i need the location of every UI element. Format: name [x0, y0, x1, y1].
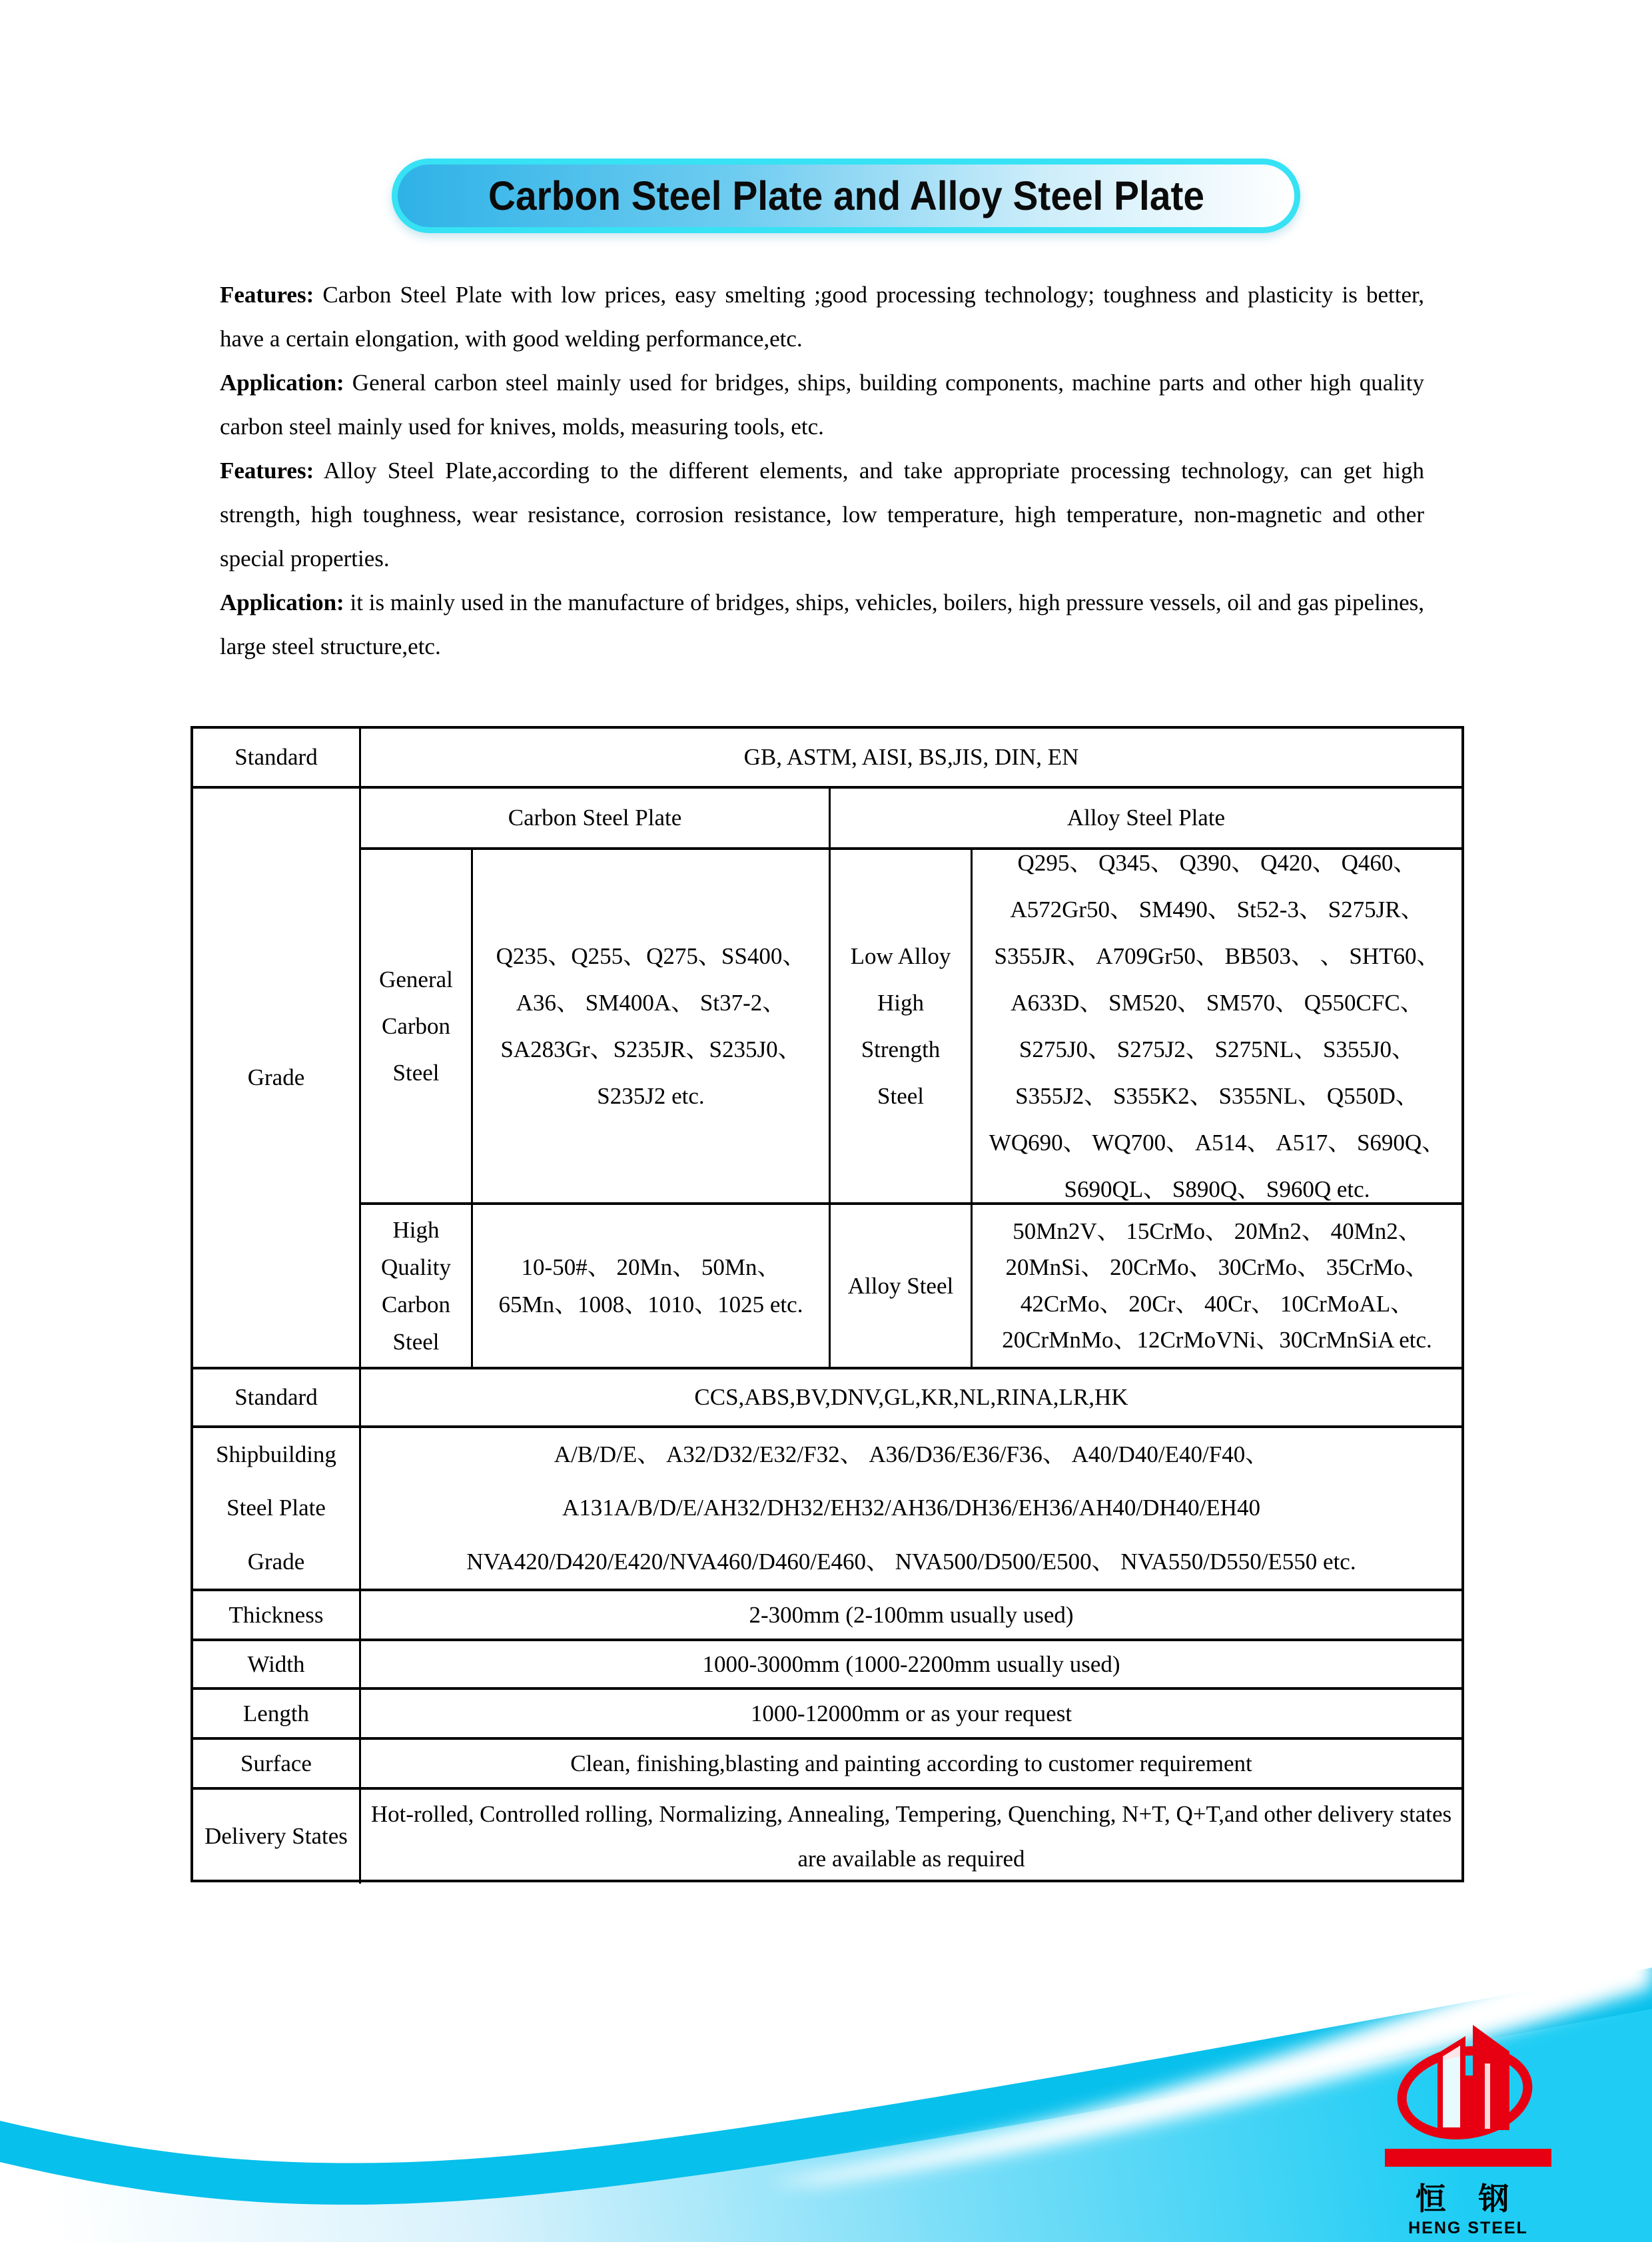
low-alloy-high-strength-grades: Q295、 Q345、 Q390、 Q420、 Q460、 A572Gr50、 SM490、 St52-3、 S275JR、 S355JR、 A709Gr50、 BB503、 、 SHT60、 A633D、 SM520、 SM570、 Q550CFC、 S275J0、 S275J2、 S275NL、 S355J0、 S355J2、 S355K2、 S355NL、 Q550D、 WQ690、 WQ700、 A514、 A517、 S690Q、 S690QL、 S890Q、 S960Q etc.: [973, 850, 1461, 1205]
length-label: Length: [193, 1690, 361, 1740]
shipbuilding-grade-value: [361, 1428, 1461, 1591]
surface-value: Clean, finishing,blasting and painting according to customer requirement: [361, 1740, 1461, 1790]
low-alloy-high-strength-type: Low Alloy High Strength Steel: [831, 850, 973, 1205]
standard2-value: CCS,ABS,BV,DNV,GL,KR,NL,RINA,LR,HK: [361, 1369, 1461, 1428]
features-paragraph-alloy: [220, 449, 1424, 581]
standard-value: GB, ASTM, AISI, BS,JIS, DIN, EN: [361, 729, 1461, 789]
general-carbon-steel-type: General Carbon Steel: [361, 850, 473, 1205]
product-spec-table: [191, 726, 1464, 1882]
high-quality-carbon-steel-type: High Quality Carbon Steel: [361, 1205, 473, 1369]
standard-label: Standard: [193, 729, 361, 789]
features-label: Features:: [220, 282, 314, 308]
general-carbon-steel-grades: Q235、Q255、Q275、SS400、 A36、 SM400A、 St37-2、 SA283Gr、S235JR、S235J0、 S235J2 etc.: [473, 850, 831, 1205]
application-paragraph-carbon: [220, 361, 1424, 449]
application-label: Application:: [220, 589, 344, 615]
shipbuilding-grades-line-3: NVA420/D420/E420/NVA460/D460/E460、 NVA500/D500/E500、 NVA550/D550/E550 etc.: [466, 1548, 1356, 1575]
alloy-steel-type: Alloy Steel: [831, 1205, 973, 1369]
features-text: Carbon Steel Plate with low prices, easy smelting ;good processing technology; toughness and plasticity is better, have a certain elongation, with good welding performance,etc.: [220, 282, 1425, 352]
application-label: Application:: [220, 370, 344, 396]
heng-steel-emblem-icon: [1382, 2018, 1555, 2171]
alloy-steel-plate-header: Alloy Steel Plate: [831, 789, 1461, 850]
features-label: Features:: [220, 458, 314, 484]
thickness-label: Thickness: [193, 1591, 361, 1641]
application-text: it is mainly used in the manufacture of bridges, ships, vehicles, boilers, high pressure vessels, oil and gas pipelines, large steel structure,etc.: [220, 589, 1425, 659]
high-quality-carbon-steel-grades: 10-50#、 20Mn、 50Mn、 65Mn、1008、1010、1025 etc.: [473, 1205, 831, 1369]
shipbuilding-grade-label: Shipbuilding Steel Plate Grade: [193, 1428, 361, 1591]
logo-english-name: HENG STEEL: [1408, 2219, 1528, 2237]
shipbuilding-grades-line-2: A131A/B/D/E/AH32/DH32/EH32/AH36/DH36/EH36/AH40/DH40/EH40: [562, 1495, 1261, 1521]
standard2-label: Standard: [193, 1369, 361, 1428]
length-value: 1000-12000mm or as your request: [361, 1690, 1461, 1740]
features-paragraph-carbon: [220, 273, 1424, 361]
grade-label: Grade: [193, 789, 361, 1369]
delivery-states-value: Hot-rolled, Controlled rolling, Normalizing, Annealing, Tempering, Quenching, N+T, Q+T,and other delivery states are available as required: [370, 1801, 1452, 1872]
emblem-building-middle: [1463, 2075, 1473, 2130]
application-paragraph-alloy: [220, 581, 1424, 669]
emblem-window-slash: [1485, 2063, 1490, 2129]
features-text: Alloy Steel Plate,according to the different elements, and take appropriate processing technology, can get high strength, high toughness, wear resistance, corrosion resistance, low temperature, high temperature, non-magnetic and other special properties.: [220, 458, 1424, 571]
logo-chinese-name: 恒 钢: [1415, 2181, 1521, 2216]
emblem-building-right: [1473, 2025, 1509, 2130]
emblem-base-bar: [1385, 2149, 1551, 2167]
shipbuilding-grades-line-1: A/B/D/E、 A32/D32/E32/F32、 A36/D36/E36/F36、 A40/D40/E40/F40、: [554, 1441, 1269, 1467]
width-value: 1000-3000mm (1000-2200mm usually used): [361, 1641, 1461, 1690]
delivery-states-label: Delivery States: [193, 1790, 361, 1884]
emblem-building-left: [1440, 2041, 1463, 2130]
intro-paragraphs: [220, 273, 1424, 669]
page-title: Carbon Steel Plate and Alloy Steel Plate: [488, 173, 1204, 219]
heng-steel-logo: [1378, 2018, 1559, 2238]
surface-label: Surface: [193, 1740, 361, 1790]
alloy-steel-grades: 50Mn2V、 15CrMo、 20Mn2、 40Mn2、 20MnSi、 20CrMo、 30CrMo、 35CrMo、 42CrMo、 20Cr、 40Cr、 10CrMoAL、 20CrMnMo、12CrMoVNi、30CrMnSiA etc.: [973, 1205, 1461, 1369]
application-text: General carbon steel mainly used for bridges, ships, building components, machine parts and other high quality carbon steel mainly used for knives, molds, measuring tools, etc.: [220, 370, 1424, 440]
thickness-value: 2-300mm (2-100mm usually used): [361, 1591, 1461, 1641]
title-banner: [392, 159, 1300, 233]
carbon-steel-plate-header: Carbon Steel Plate: [361, 789, 831, 850]
width-label: Width: [193, 1641, 361, 1690]
